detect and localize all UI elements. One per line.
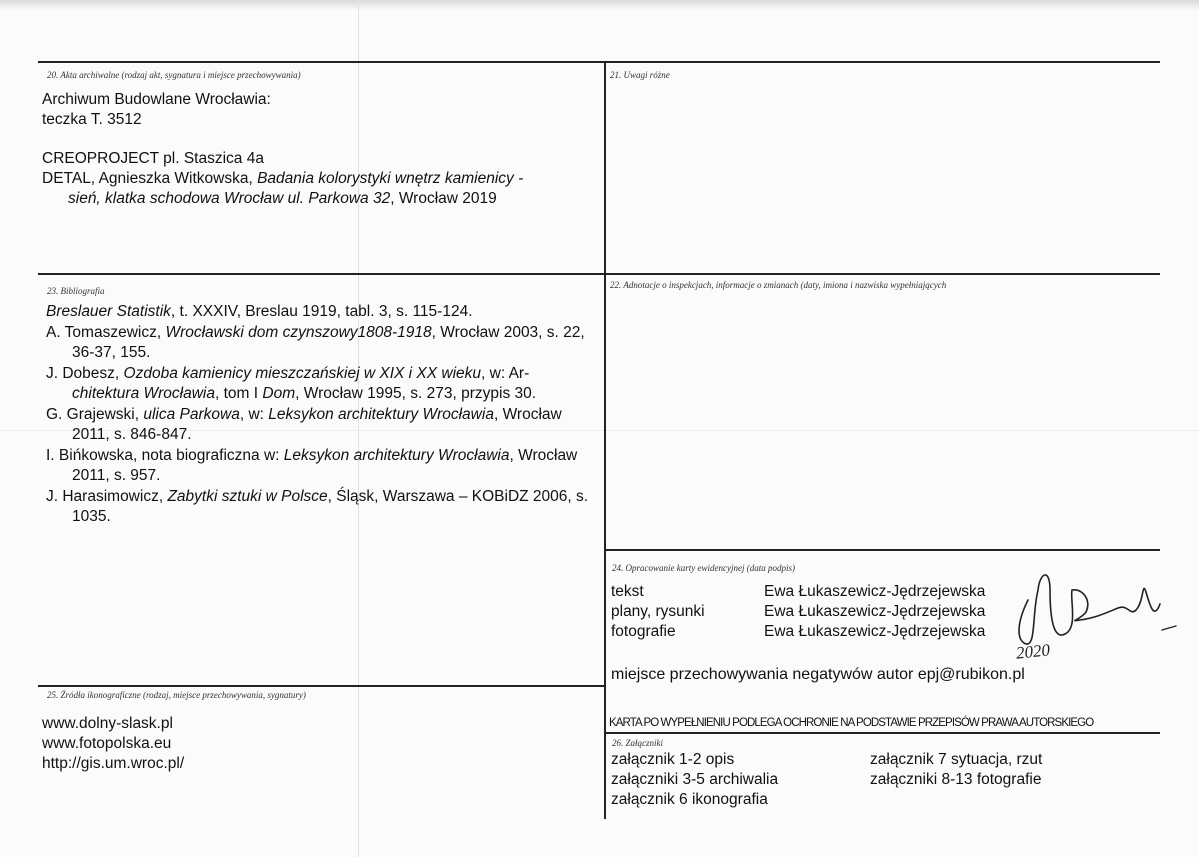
- attachment-5: załączniki 8-13 fotografie: [870, 771, 1042, 788]
- attachment-2: załączniki 3-5 archiwalia: [611, 771, 779, 788]
- attachment-1: załącznik 1-2 opis: [611, 751, 735, 768]
- section-21-caption: 21. Uwagi różne: [610, 70, 670, 80]
- section-26-caption: 26. Załączniki: [612, 738, 663, 748]
- entry-rest: , tom I: [215, 385, 263, 402]
- scan-edge: [0, 0, 1199, 10]
- attachment-4: załącznik 7 sytuacja, rzut: [870, 751, 1043, 768]
- author-value-plans: Ewa Łukaszewicz-Jędrzejewska: [764, 603, 986, 620]
- bibliography-entry: [46, 323, 591, 364]
- row-divider-26: [604, 732, 1160, 734]
- bibliography-entry: [46, 302, 591, 323]
- detal-line: [42, 169, 523, 189]
- entry-lead: J. Harasimowicz,: [46, 487, 168, 505]
- section-20-caption: 20. Akta archiwalne (rodzaj akt, sygnatura i miejsce przechowywania): [47, 70, 301, 80]
- entry-italic: Breslauer Statistik: [46, 303, 171, 320]
- detal-suffix: , Wrocław 2019: [390, 190, 497, 207]
- row-divider-24: [604, 549, 1160, 551]
- bibliography-entry: [46, 446, 591, 487]
- entry-rest: , w:: [239, 405, 269, 423]
- entry-lead: G. Grajewski,: [46, 405, 144, 423]
- entry-lead: I. Bińkowska, nota biograficzna w:: [46, 446, 284, 464]
- entry-italic: Leksykon architektury Wrocławia: [268, 405, 494, 423]
- bibliography-entry: [46, 364, 591, 405]
- entry-italic: Dom: [262, 385, 296, 402]
- source-link-1[interactable]: www.dolny-slask.pl: [42, 715, 173, 732]
- bibliography-entry: [46, 405, 591, 446]
- entry-italic: Ozdoba kamienicy mieszczańskiej w XIX i XX wieku: [123, 364, 482, 382]
- handwritten-year: 2020: [1015, 640, 1051, 663]
- entry-lead: A. Tomaszewicz,: [46, 323, 166, 341]
- entry-rest: , Wrocław 2011, s. 846-847.: [72, 405, 562, 443]
- entry-italic: chitektura Wrocławia: [72, 385, 215, 402]
- copyright-notice: KARTA PO WYPEŁNIENIU PODLEGA OCHRONIE NA PODSTAWIE PRZEPISÓW PRAWA AUTORSKIEGO: [609, 717, 1094, 729]
- bibliography-list: [46, 302, 591, 528]
- entry-italic: Leksykon architektury Wrocławia: [283, 446, 510, 464]
- archive-name: Archiwum Budowlane Wrocławia:: [42, 91, 271, 108]
- entry-rest: , t. XXXIV, Breslau 1919, tabl. 3, s. 115-124.: [170, 303, 473, 320]
- creoproject-line: CREOPROJECT pl. Staszica 4a: [42, 150, 264, 167]
- row-divider-1: [38, 273, 1160, 275]
- source-link-2[interactable]: www.fotopolska.eu: [42, 735, 172, 752]
- entry-italic: ulica Parkowa: [143, 405, 240, 423]
- author-label-plans: plany, rysunki: [611, 603, 705, 620]
- attachment-3: załącznik 6 ikonografia: [611, 791, 768, 808]
- entry-rest: , Śląsk, Warszawa – KOBiDZ 2006, s. 1035.: [72, 487, 589, 525]
- source-link-3[interactable]: http://gis.um.wroc.pl/: [42, 755, 185, 772]
- entry-rest: , w: Ar-: [481, 364, 530, 382]
- entry-rest: , Wrocław 1995, s. 273, przypis 30.: [295, 385, 537, 402]
- author-label-photos: fotografie: [611, 623, 676, 640]
- row-divider-25: [38, 685, 606, 687]
- author-value-photos: Ewa Łukaszewicz-Jędrzejewska: [764, 623, 986, 640]
- section-25-caption: 25. Źródła ikonograficzne (rodzaj, miejsce przechowywania, sygnatury): [47, 690, 306, 700]
- detal-line-2: [68, 189, 497, 209]
- detal-title-1: Badania kolorystyki wnętrz kamienicy -: [257, 170, 524, 187]
- center-divider: [604, 61, 606, 819]
- bibliography-entry: [46, 487, 591, 528]
- author-value-text: Ewa Łukaszewicz-Jędrzejewska: [764, 583, 986, 600]
- entry-rest: , Wrocław 2011, s. 957.: [72, 446, 578, 484]
- entry-italic: Wrocławski dom czynszowy1808-1918: [165, 323, 432, 341]
- detal-title-2: sień, klatka schodowa Wrocław ul. Parkowa 32: [68, 190, 391, 207]
- entry-lead: J. Dobesz,: [46, 364, 124, 382]
- archive-folder: teczka T. 3512: [42, 111, 142, 128]
- negatives-location: miejsce przechowywania negatywów autor epj@rubikon.pl: [611, 666, 1025, 683]
- section-22-caption: 22. Adnotacje o inspekcjach, informacje o zmianach (daty, imiona i nazwiska wypełniających: [610, 280, 947, 290]
- author-label-text: tekst: [611, 583, 644, 600]
- detal-prefix: DETAL, Agnieszka Witkowska,: [42, 170, 258, 187]
- section-24-caption: 24. Opracowanie karty ewidencyjnej (data podpis): [612, 563, 795, 573]
- entry-rest: , Wrocław 2003, s. 22, 36-37, 155.: [72, 323, 585, 361]
- top-border: [38, 61, 1160, 63]
- section-23-caption: 23. Bibliografia: [47, 286, 105, 296]
- entry-italic: Zabytki sztuki w Polsce: [167, 487, 328, 505]
